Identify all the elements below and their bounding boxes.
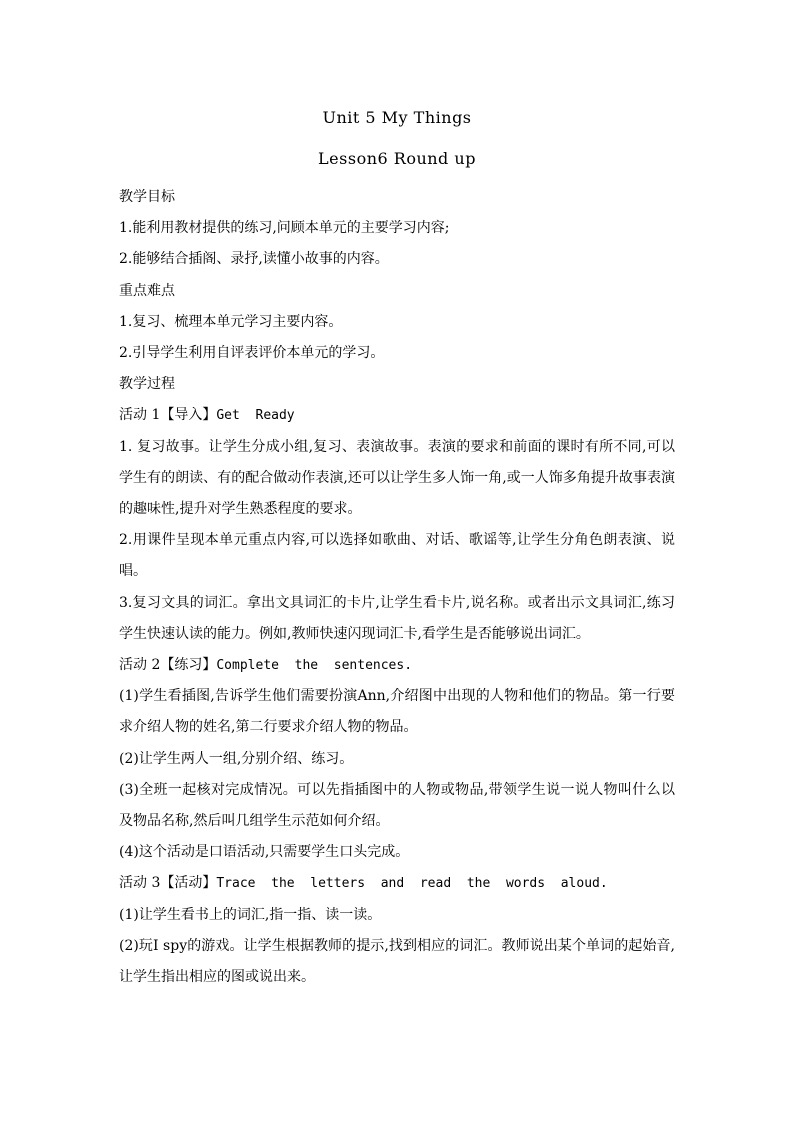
key-point-item: 2.引导学生利用自评表评价本单元的学习。	[119, 345, 385, 362]
activity-2-item: (2)让学生两人一组,分别介绍、练习。	[119, 750, 354, 767]
activity-3-item: (1)让学生看书上的词汇,指一指、读一读。	[119, 906, 382, 923]
activity-1-title: Get Ready	[216, 408, 295, 424]
unit-title: Unit 5 My Things	[322, 108, 472, 127]
objectives-heading: 教学目标	[119, 189, 175, 205]
activity-3-item: (2)玩I spy的游戏。让学生根据教师的提示,找到相应的词汇。教师说出某个单词的起始音,让学生指出相应的图或说出来。	[119, 937, 675, 986]
activity-3-heading	[119, 868, 675, 899]
activity-2-item: (4)这个活动是口语活动,只需要学生口头完成。	[119, 844, 410, 861]
activity-1-item: 1. 复习故事。让学生分成小组,复习、表演故事。表演的要求和前面的课时有所不同,可以学生有的朗读、有的配合做动作表演,还可以让学生多人饰一角,或一人饰多角提升故事表演的趣味性,提升对学生熟悉程度的要求。	[119, 438, 675, 518]
objective-item: 1.能利用教材提供的练习,问顾本单元的主要学习内容;	[119, 220, 450, 237]
activity-1-heading	[119, 400, 675, 431]
lesson-title: Lesson6 Round up	[318, 149, 476, 168]
activity-3-label: 活动 3【活动】	[119, 875, 217, 892]
document-content	[119, 104, 675, 993]
activity-1-item: 2.用课件呈现本单元重点内容,可以选择如歌曲、对话、歌谣等,让学生分角色朗表演、说唱。	[119, 532, 675, 580]
activity-3-title: Trace the letters and read the words aloud.	[216, 876, 608, 892]
activity-2-item: (3)全班一起核对完成情况。可以先指插图中的人物或物品,带领学生说一说人物叫什么以及物品名称,然后叫几组学生示范如何介绍。	[119, 781, 675, 830]
activity-1-label: 活动 1【导入】	[119, 407, 217, 424]
key-points-heading: 重点难点	[119, 282, 175, 299]
activity-2-item: (1)学生看插图,告诉学生他们需要扮演Ann,介绍图中出现的人物和他们的物品。第一行要求介绍人物的姓名,第二行要求介绍人物的物品。	[119, 688, 675, 736]
key-point-item: 1.复习、梳理本单元学习主要内容。	[119, 313, 343, 330]
activity-2-title: Complete the sentences.	[216, 658, 413, 674]
activity-2-label: 活动 2【练习】	[119, 657, 217, 674]
activity-2-heading	[119, 650, 675, 681]
activity-1-item: 3.复习文具的词汇。拿出文具词汇的卡片,让学生看卡片,说名称。或者出示文具词汇,练习学生快速认读的能力。例如,教师快速闪现词汇卡,看学生是否能够说出词汇。	[119, 594, 675, 642]
process-heading: 教学过程	[119, 376, 175, 393]
objective-item: 2.能够结合插阁、录抒,读懂小故事的内容。	[119, 251, 389, 268]
